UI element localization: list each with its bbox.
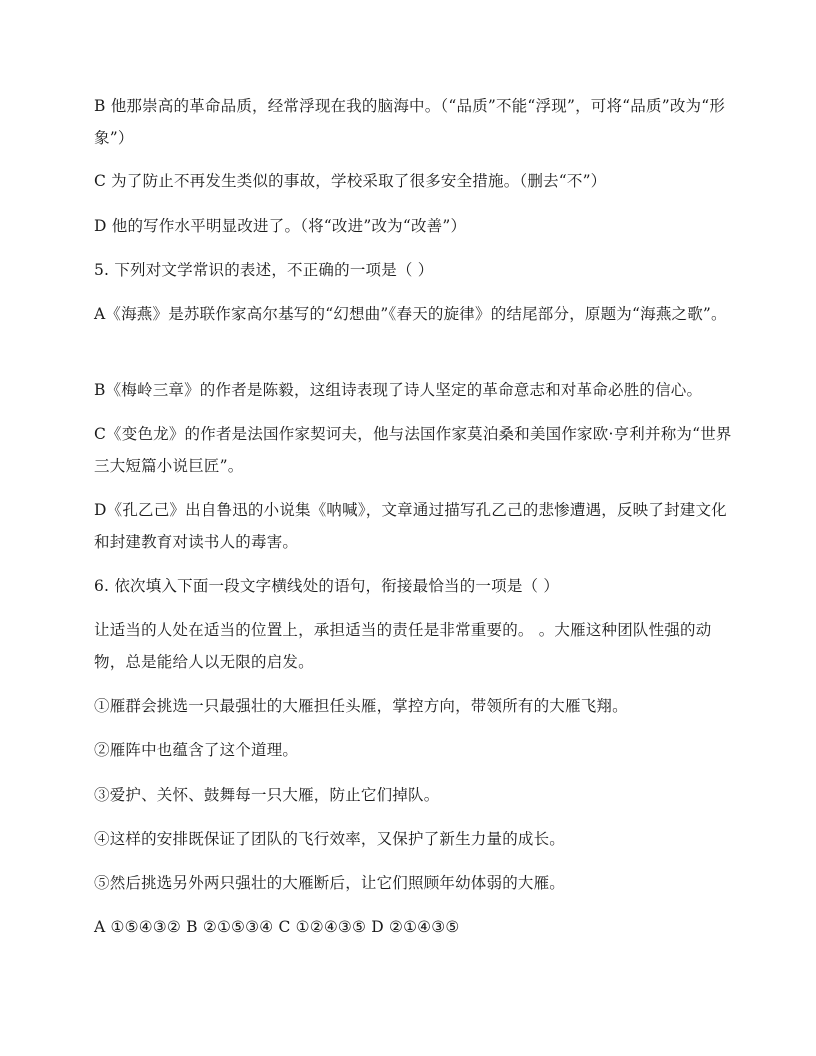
question-5-option-a: A《海燕》是苏联作家高尔基写的“幻想曲”《春天的旋律》的结尾部分，原题为“海燕之歌”。 bbox=[94, 305, 727, 323]
sentence-5: ⑤然后挑选另外两只强壮的大雁断后，让它们照顾年幼体弱的大雁。 bbox=[94, 874, 566, 892]
sentence-2: ②雁阵中也蕴含了这个道理。 bbox=[94, 741, 299, 759]
question-6-passage: 让适当的人处在适当的位置上，承担适当的责任是非常重要的。 。大雁这种团队性强的动物，总是能给人以无限的启发。 bbox=[94, 621, 712, 671]
question-6-stem: 6. 依次填入下面一段文字横线处的语句，衔接最恰当的一项是（ ） bbox=[94, 577, 560, 595]
option-c-correction: C 为了防止不再发生类似的事故，学校采取了很多安全措施。（删去“不”） bbox=[94, 172, 607, 190]
sentence-4: ④这样的安排既保证了团队的飞行效率，又保护了新生力量的成长。 bbox=[94, 830, 566, 848]
question-5-option-b: B《梅岭三章》的作者是陈毅，这组诗表现了诗人坚定的革命意志和对革命必胜的信心。 bbox=[94, 381, 703, 399]
option-b-correction: B 他那崇高的革命品质，经常浮现在我的脑海中。（“品质”不能“浮现”，可将“品质”改为“形象”） bbox=[94, 97, 726, 147]
sentence-1: ①雁群会挑选一只最强壮的大雁担任头雁，掌控方向，带领所有的大雁飞翔。 bbox=[94, 697, 628, 715]
question-5-option-c: C《变色龙》的作者是法国作家契诃夫，他与法国作家莫泊桑和美国作家欧·亨利并称为“世界三大短篇小说巨匠”。 bbox=[94, 425, 732, 475]
option-d-correction: D 他的写作水平明显改进了。（将“改进”改为“改善”） bbox=[94, 217, 467, 235]
question-5-option-d: D《孔乙己》出自鲁迅的小说集《呐喊》，文章通过描写孔乙己的悲惨遭遇，反映了封建文化和封建教育对读书人的毒害。 bbox=[94, 501, 727, 551]
question-5-stem: 5. 下列对文学常识的表述，不正确的一项是（ ） bbox=[94, 261, 434, 279]
sentence-3: ③爱护、关怀、鼓舞每一只大雁，防止它们掉队。 bbox=[94, 786, 440, 804]
question-6-answer-options: A ①⑤④③② B ②①⑤③④ C ①②④③⑤ D ②①④③⑤ bbox=[94, 918, 460, 936]
